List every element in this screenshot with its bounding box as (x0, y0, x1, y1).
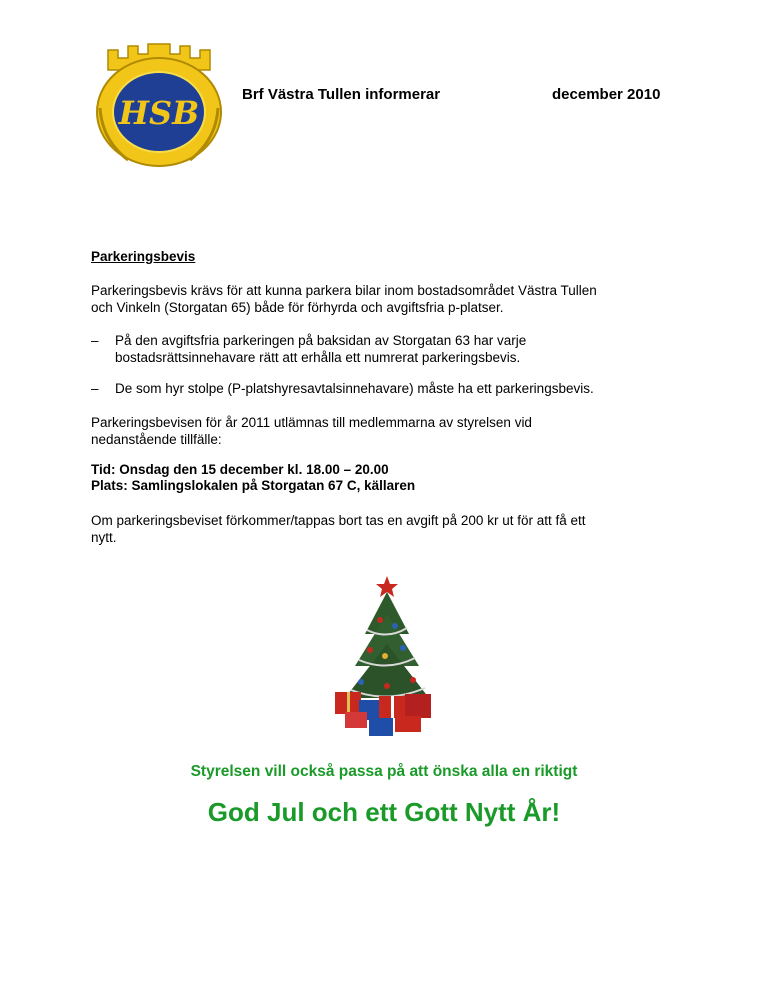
bullet-dash: – (91, 381, 99, 396)
distribution-line-2: nedanstående tillfälle: (91, 432, 222, 447)
bullet-line: På den avgiftsfria parkeringen på baksidan av Storgatan 63 har varje (115, 333, 527, 348)
lost-line-1: Om parkeringsbeviset förkommer/tappas bort tas en avgift på 200 kr ut för att få ett (91, 513, 586, 528)
logo-text: HSB (118, 94, 200, 132)
intro-paragraph (91, 282, 691, 316)
event-details (91, 462, 415, 494)
lost-line-2: nytt. (91, 530, 117, 545)
intro-line-2: och Vinkeln (Storgatan 65) både för förhyrda och avgiftsfria p-platser. (91, 300, 504, 315)
event-place: Plats: Samlingslokalen på Storgatan 67 C, källaren (91, 478, 416, 493)
newsletter-title: Brf Västra Tullen informerar (242, 86, 441, 103)
greeting-line: Styrelsen vill också passa på att önska alla en riktigt (190, 763, 578, 780)
bullet-item (91, 380, 691, 397)
event-time: Tid: Onsdag den 15 december kl. 18.00 – 20.00 (91, 462, 389, 477)
hsb-logo (88, 40, 230, 172)
lost-permit-paragraph (91, 512, 691, 546)
bullet-dash: – (91, 333, 99, 348)
bullet-line: bostadsrättsinnehavare rätt att erhålla ett numrerat parkeringsbevis. (115, 350, 521, 365)
bullet-item (91, 332, 691, 366)
christmas-tree-image (325, 574, 443, 740)
newsletter-date: december 2010 (552, 86, 661, 103)
bullet-line: De som hyr stolpe (P-platshyresavtalsinnehavare) måste ha ett parkeringsbevis. (115, 381, 594, 396)
distribution-paragraph (91, 414, 691, 448)
section-heading: Parkeringsbevis (91, 249, 196, 264)
intro-line-1: Parkeringsbevis krävs för att kunna parkera bilar inom bostadsområdet Västra Tullen (91, 283, 597, 298)
distribution-line-1: Parkeringsbevisen för år 2011 utlämnas till medlemmarna av styrelsen vid (91, 415, 532, 430)
holiday-greeting: God Jul och ett Gott Nytt År! (207, 797, 561, 827)
